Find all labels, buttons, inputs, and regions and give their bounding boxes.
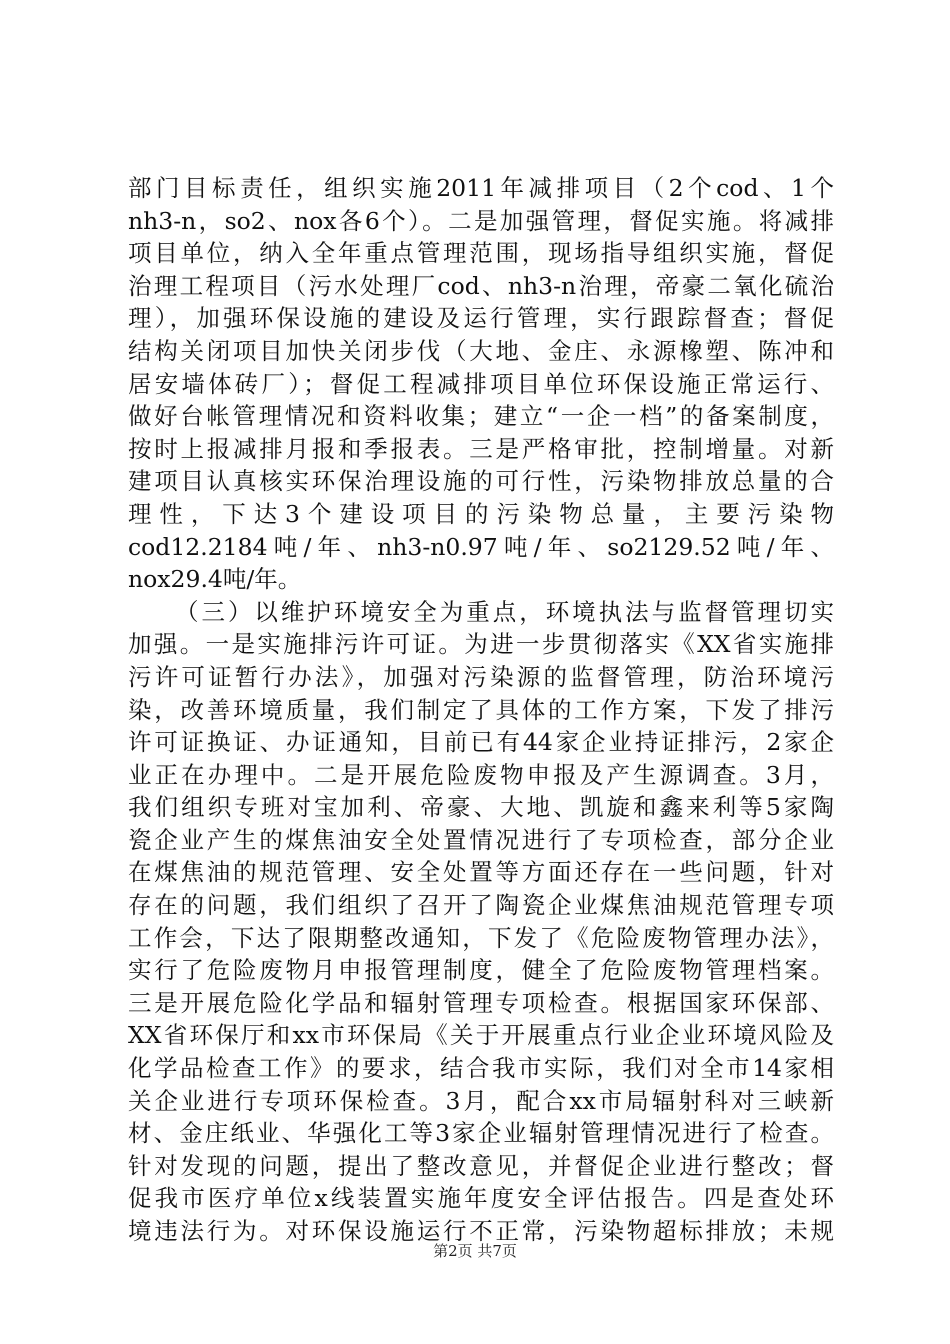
text-line: XX省环保厅和xx市环保局《关于开展重点行业企业环境风险及 [128,1021,834,1050]
text-line: 实行了危险废物月申报管理制度，健全了危险废物管理档案。 [128,956,834,985]
text-line: 境违法行为。对环保设施运行不正常，污染物超标排放；未规 [128,1217,834,1245]
text-line: 做好台帐管理情况和资料收集；建立“一企一档”的备案制度， [128,402,834,431]
text-line: 促我市医疗单位x线装置实施年度安全评估报告。四是查处环 [128,1184,834,1213]
text-line: 治理工程项目（污水处理厂cod、nh3-n治理，帝豪二氧化硫治 [128,271,834,300]
text-line: 我们组织专班对宝加利、帝豪、大地、凯旋和鑫来利等5家陶 [128,793,834,822]
text-line: 材、金庄纸业、华强化工等3家企业辐射管理情况进行了检查。 [128,1119,834,1148]
text-line: 居安墙体砖厂）；督促工程减排项目单位环保设施正常运行、 [128,369,834,398]
text-line: 存在的问题，我们组织了召开了陶瓷企业煤焦油规范管理专项 [128,891,834,920]
text-line: 三是开展危险化学品和辐射管理专项检查。根据国家环保部、 [128,988,834,1017]
text-line: 关企业进行专项环保检查。3月，配合xx市局辐射科对三峡新 [128,1086,834,1115]
text-line: 针对发现的问题，提出了整改意见，并督促企业进行整改；督 [128,1151,834,1180]
text-line: nox29.4吨/年。 [128,565,302,594]
paragraph-start-line: （三）以维护环境安全为重点，环境执法与监督管理切实 [175,597,834,626]
text-line: 按时上报减排月报和季报表。三是严格审批，控制增量。对新 [128,434,834,463]
page-number-label: 第2页 共7页 [433,1242,517,1260]
body-text [128,172,834,1248]
text-line: nh3-n，so2、nox各6个）。二是加强管理，督促实施。将减排 [128,206,834,235]
text-line: 许可证换证、办证通知，目前已有44家企业持证排污，2家企 [128,728,834,757]
text-line: 工作会，下达了限期整改通知，下发了《危险废物管理办法》， [128,923,834,952]
text-line: 结构关闭项目加快关闭步伐（大地、金庄、永源橡塑、陈冲和 [128,336,834,365]
text-line: 化学品检查工作》的要求，结合我市实际，我们对全市14家相 [128,1054,834,1083]
text-line: 理），加强环保设施的建设及运行管理，实行跟踪督查；督促 [128,304,834,333]
text-line: 理性，下达3个建设项目的污染物总量，主要污染物 [128,499,834,528]
text-line: 业正在办理中。二是开展危险废物申报及产生源调查。3月， [128,760,834,789]
text-line: 污许可证暂行办法》，加强对污染源的监督管理，防治环境污 [128,662,834,691]
text-line: 在煤焦油的规范管理、安全处置等方面还存在一些问题，针对 [128,858,834,887]
text-line: cod12.2184吨/年、nh3-n0.97吨/年、so2129.52吨/年、 [128,532,834,561]
text-line: 建项目认真核实环保治理设施的可行性，污染物排放总量的合 [128,467,834,496]
text-line: 加强。一是实施排污许可证。为进一步贯彻落实《XX省实施排 [128,630,834,659]
text-line: 项目单位，纳入全年重点管理范围，现场指导组织实施，督促 [128,239,834,268]
text-line: 染，改善环境质量，我们制定了具体的工作方案，下发了排污 [128,695,834,724]
text-line: 部门目标责任，组织实施2011年减排项目（2个cod、1个 [128,174,834,202]
page-footer [0,1241,950,1261]
text-line: 瓷企业产生的煤焦油安全处置情况进行了专项检查，部分企业 [128,825,834,854]
